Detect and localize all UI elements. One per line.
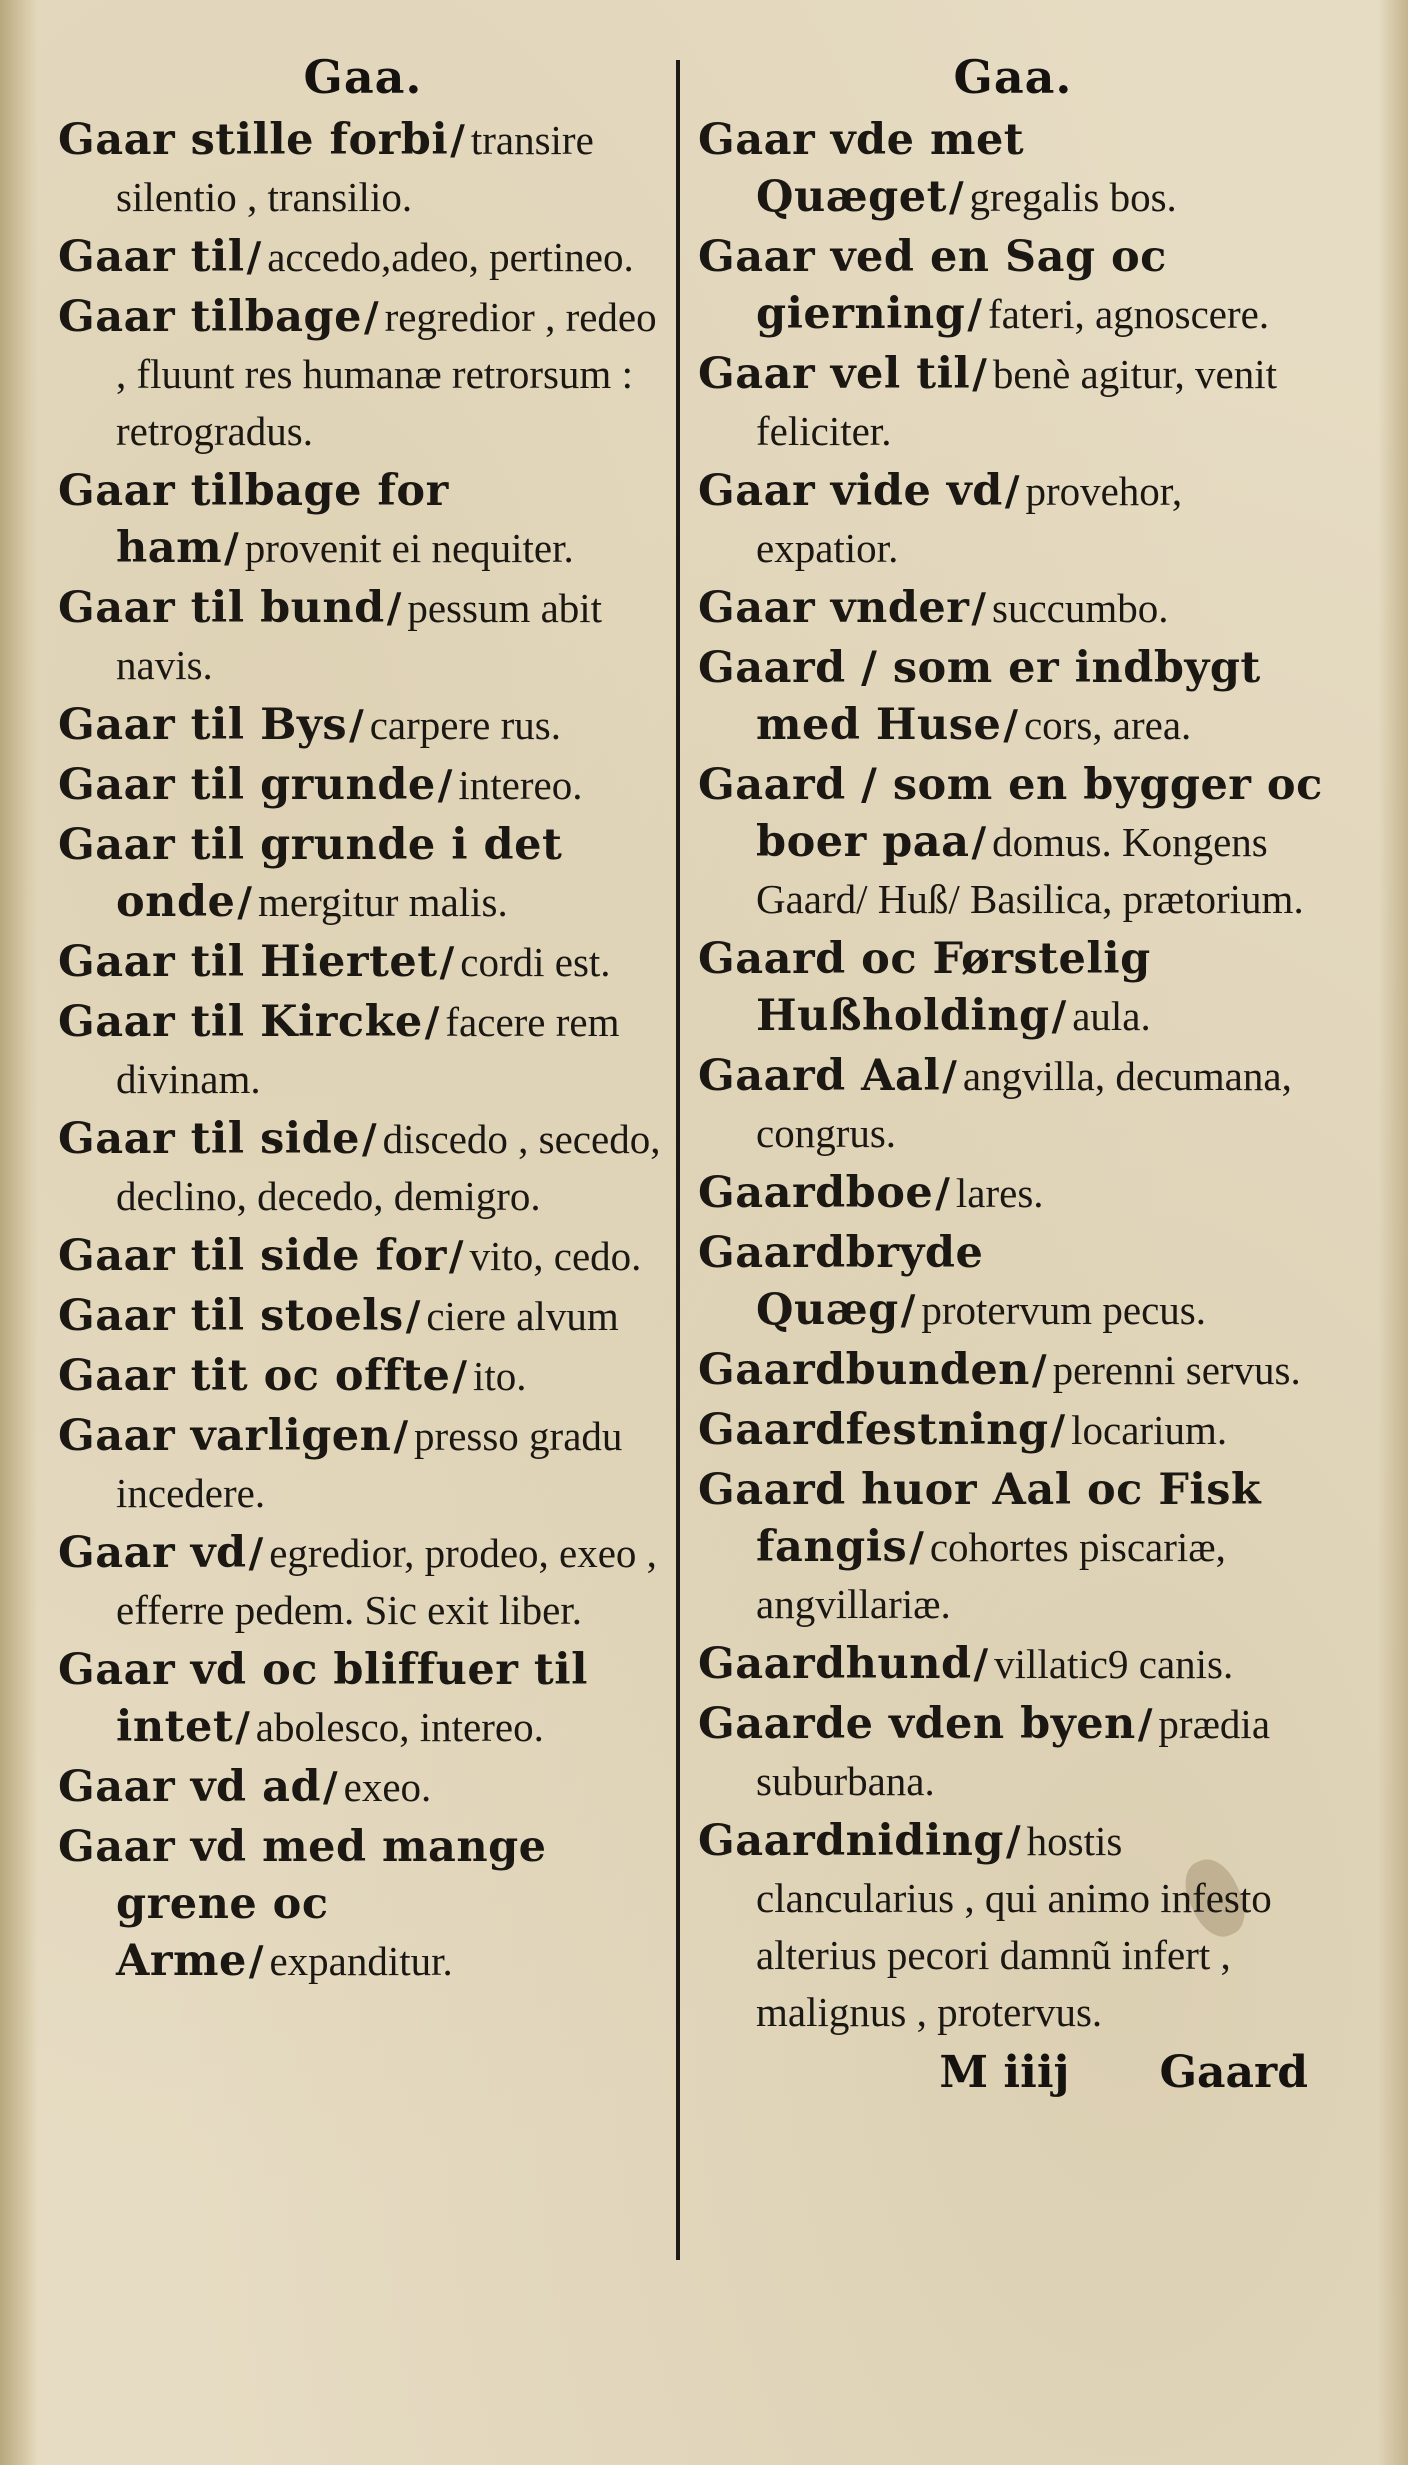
entry-gloss: regredior , redeo , fluunt res humanæ retrorsum : retrogradus. bbox=[116, 294, 657, 454]
dictionary-entry bbox=[58, 1228, 668, 1285]
column-rule bbox=[676, 60, 680, 2260]
entry-separator: / bbox=[972, 351, 987, 398]
entry-headword: Gaar stille forbi bbox=[58, 115, 449, 165]
entry-headword: Gaar til grunde i det onde bbox=[58, 820, 563, 927]
entry-separator: / bbox=[448, 1233, 464, 1280]
entry-separator: / bbox=[973, 1641, 989, 1688]
dictionary-entry bbox=[698, 463, 1328, 577]
dictionary-entry bbox=[58, 1819, 668, 1990]
dictionary-entry bbox=[698, 1696, 1328, 1810]
entry-gloss: carpere rus. bbox=[369, 702, 561, 748]
entry-headword: Gaardbryde Quæg bbox=[698, 1228, 984, 1335]
entry-separator: / bbox=[1137, 1701, 1153, 1748]
right-column bbox=[698, 38, 1328, 2098]
entry-headword: Gaar vd ad bbox=[58, 1762, 322, 1812]
dictionary-entry bbox=[58, 289, 668, 460]
entry-headword: Gaar vd med mange grene oc Arme bbox=[58, 1822, 547, 1986]
dictionary-entry bbox=[698, 757, 1328, 928]
dictionary-entry bbox=[58, 697, 668, 754]
entry-gloss: vito, cedo. bbox=[469, 1233, 642, 1279]
entry-separator: / bbox=[323, 1764, 338, 1811]
entry-headword: Gaar til side bbox=[58, 1114, 361, 1164]
entry-headword: Gaar vnder bbox=[698, 583, 970, 633]
dictionary-entry bbox=[58, 1111, 668, 1225]
page-footer bbox=[698, 2047, 1328, 2098]
entry-headword: Gaardfestning bbox=[698, 1405, 1049, 1455]
entry-headword: Gaard huor Aal oc Fisk fangis bbox=[698, 1465, 1262, 1572]
entry-separator: / bbox=[224, 525, 239, 572]
entry-separator: / bbox=[1003, 702, 1018, 749]
entry-separator: / bbox=[237, 879, 252, 926]
entry-headword: Gaard / som er indbygt med Huse bbox=[698, 643, 1261, 750]
entry-gloss: intereo. bbox=[458, 762, 583, 808]
entry-gloss: provenit ei nequiter. bbox=[244, 525, 574, 571]
entry-separator: / bbox=[405, 1293, 421, 1340]
entry-headword: Gaar til side for bbox=[58, 1231, 447, 1281]
entry-gloss: lares. bbox=[955, 1170, 1044, 1216]
entry-gloss: gregalis bos. bbox=[969, 174, 1177, 220]
entry-gloss: benè agitur, venit feliciter. bbox=[756, 351, 1277, 454]
entry-separator: / bbox=[393, 1413, 409, 1460]
entry-headword: Gaard oc Førstelig Hußholding bbox=[698, 934, 1151, 1041]
entry-separator: / bbox=[1031, 1347, 1047, 1394]
entry-separator: / bbox=[942, 1053, 957, 1100]
entry-gloss: hostis clancularius , qui animo infesto alterius pecori damnũ infert , malignus , protervus. bbox=[756, 1818, 1272, 2035]
entry-separator: / bbox=[386, 585, 402, 632]
entry-separator: / bbox=[1004, 468, 1020, 515]
entry-headword: Gaar tilbage for ham bbox=[58, 466, 449, 573]
dictionary-entry bbox=[58, 1408, 668, 1522]
dictionary-entry bbox=[58, 994, 668, 1108]
dictionary-entry bbox=[58, 463, 668, 577]
running-head-left: Gaa. bbox=[303, 50, 423, 104]
entry-separator: / bbox=[248, 1938, 264, 1985]
entry-headword: Gaar vide vd bbox=[698, 466, 1003, 516]
dictionary-entry bbox=[698, 1165, 1328, 1222]
dictionary-entry bbox=[698, 580, 1328, 637]
entry-gloss: cors, area. bbox=[1023, 702, 1192, 748]
entry-separator: / bbox=[248, 1530, 264, 1577]
entry-gloss: ito. bbox=[472, 1353, 527, 1399]
entry-headword: Gaard / som en bygger oc boer paa bbox=[698, 760, 1323, 867]
dictionary-entry bbox=[698, 1462, 1328, 1633]
entry-separator: / bbox=[1006, 1818, 1021, 1865]
entry-gloss: domus. Kongens Gaard/ Huß/ Basilica, prætorium. bbox=[756, 819, 1304, 922]
entry-headword: Gaar tit oc offte bbox=[58, 1351, 451, 1401]
entry-separator: / bbox=[967, 291, 982, 338]
entry-gloss: presso gradu incedere. bbox=[116, 1413, 623, 1516]
entry-gloss: accedo,adeo, pertineo. bbox=[267, 234, 634, 280]
entry-gloss: ciere alvum bbox=[426, 1293, 619, 1339]
entry-gloss: provehor, expatior. bbox=[756, 468, 1183, 571]
entry-gloss: cohortes piscariæ, angvillariæ. bbox=[756, 1524, 1226, 1627]
entry-headword: Gaar til bbox=[58, 232, 245, 282]
dictionary-entry bbox=[698, 1402, 1328, 1459]
entry-separator: / bbox=[909, 1524, 924, 1571]
entry-headword: Gaardniding bbox=[698, 1816, 1004, 1866]
entry-headword: Gaardhund bbox=[698, 1639, 972, 1689]
dictionary-entry bbox=[698, 229, 1328, 343]
dictionary-entry bbox=[58, 1759, 668, 1816]
dictionary-entry bbox=[698, 1636, 1328, 1693]
entry-separator: / bbox=[450, 117, 465, 164]
entry-headword: Gaardboe bbox=[698, 1168, 934, 1218]
dictionary-entry bbox=[58, 817, 668, 931]
entry-separator: / bbox=[900, 1287, 916, 1334]
entry-headword: Gaar til bund bbox=[58, 583, 385, 633]
dictionary-entry bbox=[698, 640, 1328, 754]
entry-gloss: expanditur. bbox=[269, 1938, 453, 1984]
entry-gloss: protervum pecus. bbox=[921, 1287, 1206, 1333]
entry-headword: Gaar til Bys bbox=[58, 700, 348, 750]
entry-separator: / bbox=[424, 999, 440, 1046]
running-head-right: Gaa. bbox=[953, 50, 1073, 104]
dictionary-entry bbox=[698, 931, 1328, 1045]
entry-separator: / bbox=[452, 1353, 467, 1400]
entry-headword: Gaarde vden byen bbox=[698, 1699, 1136, 1749]
entry-separator: / bbox=[1051, 993, 1067, 1040]
entry-gloss: cordi est. bbox=[460, 939, 611, 985]
entry-separator: / bbox=[439, 939, 455, 986]
dictionary-entry bbox=[698, 112, 1328, 226]
entry-headword: Gaar tilbage bbox=[58, 292, 362, 342]
entry-separator: / bbox=[971, 585, 987, 632]
entry-gloss: angvilla, decumana, congrus. bbox=[756, 1053, 1292, 1156]
entry-separator: / bbox=[362, 1116, 377, 1163]
entry-gloss: facere rem divinam. bbox=[116, 999, 620, 1102]
entry-separator: / bbox=[935, 1170, 950, 1217]
entry-gloss: discedo , secedo, declino, decedo, demigro. bbox=[116, 1116, 661, 1219]
dictionary-entry bbox=[58, 112, 668, 226]
dictionary-entry bbox=[698, 1813, 1328, 2041]
dictionary-entry bbox=[698, 1225, 1328, 1339]
dictionary-entry bbox=[58, 1525, 668, 1639]
entry-headword: Gaar vd oc bliffuer til intet bbox=[58, 1645, 588, 1752]
entry-separator: / bbox=[948, 174, 964, 221]
entry-gloss: pessum abit navis. bbox=[116, 585, 603, 688]
signature-mark: M iiij bbox=[939, 2047, 1070, 2098]
dictionary-entry bbox=[58, 580, 668, 694]
entry-headword: Gaar til stoels bbox=[58, 1291, 404, 1341]
entry-gloss: abolesco, intereo. bbox=[255, 1704, 544, 1750]
dictionary-entry bbox=[58, 1348, 668, 1405]
entry-gloss: egredior, prodeo, exeo , efferre pedem. Sic exit liber. bbox=[116, 1530, 657, 1633]
entry-headword: Gaar til Kircke bbox=[58, 997, 423, 1047]
entry-gloss: perenni servus. bbox=[1052, 1347, 1301, 1393]
dictionary-entry bbox=[698, 346, 1328, 460]
entry-gloss: prædia suburbana. bbox=[756, 1701, 1271, 1804]
entry-separator: / bbox=[437, 762, 453, 809]
left-entry-list bbox=[58, 112, 668, 1990]
entry-gloss: villatic9 canis. bbox=[994, 1641, 1234, 1687]
entry-headword: Gaardbunden bbox=[698, 1345, 1030, 1395]
entry-separator: / bbox=[235, 1704, 250, 1751]
entry-headword: Gaar til grunde bbox=[58, 760, 436, 810]
entry-separator: / bbox=[246, 234, 262, 281]
right-entry-list bbox=[698, 112, 1328, 2041]
entry-headword: Gaar ved en Sag oc gierning bbox=[698, 232, 1167, 339]
entry-separator: / bbox=[363, 294, 379, 341]
page-gutter-shadow bbox=[0, 0, 38, 2465]
dictionary-entry bbox=[698, 1048, 1328, 1162]
catchword: Gaard bbox=[1159, 2047, 1308, 2098]
dictionary-entry bbox=[58, 1288, 668, 1345]
entry-gloss: mergitur malis. bbox=[257, 879, 508, 925]
entry-separator: / bbox=[1050, 1407, 1066, 1454]
entry-gloss: aula. bbox=[1072, 993, 1151, 1039]
left-column bbox=[58, 38, 668, 1993]
dictionary-entry bbox=[58, 229, 668, 286]
dictionary-entry bbox=[58, 1642, 668, 1756]
dictionary-entry bbox=[58, 934, 668, 991]
entry-separator: / bbox=[349, 702, 364, 749]
entry-headword: Gaar til Hiertet bbox=[58, 937, 438, 987]
entry-headword: Gaar varligen bbox=[58, 1411, 392, 1461]
entry-gloss: fateri, agnoscere. bbox=[987, 291, 1270, 337]
page-edge-shadow bbox=[1378, 0, 1408, 2465]
dictionary-entry bbox=[698, 1342, 1328, 1399]
entry-separator: / bbox=[971, 819, 987, 866]
entry-gloss: exeo. bbox=[343, 1764, 432, 1810]
entry-gloss: succumbo. bbox=[992, 585, 1169, 631]
entry-headword: Gaar vd bbox=[58, 1528, 247, 1578]
entry-gloss: locarium. bbox=[1071, 1407, 1228, 1453]
entry-headword: Gaar vel til bbox=[698, 349, 971, 399]
dictionary-entry bbox=[58, 757, 668, 814]
entry-headword: Gaard Aal bbox=[698, 1051, 941, 1101]
entry-headword: Gaar vde met Quæget bbox=[698, 115, 1025, 222]
entry-gloss: transire silentio , transilio. bbox=[116, 117, 594, 220]
